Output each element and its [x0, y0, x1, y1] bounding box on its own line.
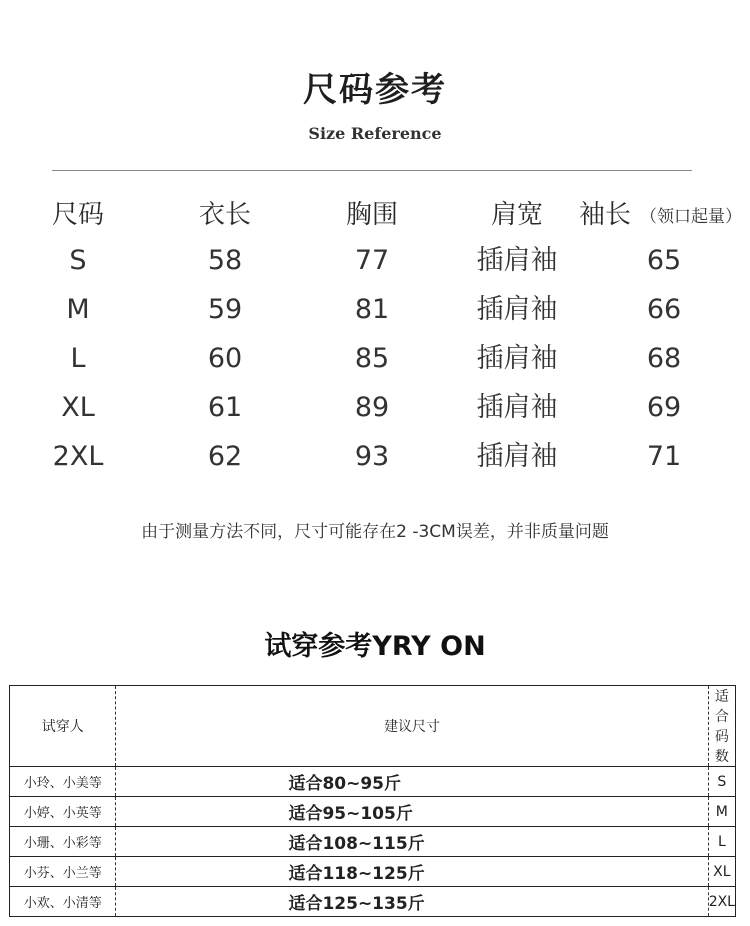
- length-cell: 59: [207, 294, 243, 325]
- sleeve-cell: 71: [646, 441, 682, 472]
- header-length: 衣长: [198, 200, 251, 230]
- size-chart: [0, 195, 750, 486]
- size-cell: L: [70, 343, 86, 374]
- length-cell: 62: [207, 441, 243, 472]
- try-on-table: [9, 685, 736, 917]
- try-on-header-row: [10, 686, 736, 767]
- fit-size-cell: L: [708, 827, 735, 857]
- sleeve-cell: 69: [646, 392, 682, 423]
- shoulder-cell: 插肩袖: [476, 294, 558, 325]
- sleeve-note: （领口起量）: [640, 207, 742, 227]
- size-cell: M: [66, 294, 90, 325]
- length-cell: 61: [207, 392, 243, 423]
- fit-size-cell: S: [708, 767, 735, 797]
- fit-size-cell: XL: [708, 857, 735, 887]
- size-row: [0, 437, 750, 486]
- size-reference-title: 尺码参考: [303, 70, 447, 110]
- size-row: [0, 241, 750, 290]
- size-cell: XL: [61, 392, 95, 423]
- chest-cell: 89: [354, 392, 390, 423]
- weight-cell: 适合118~125斤: [116, 857, 708, 887]
- size-row: [0, 290, 750, 339]
- tester-cell: 小玲、小美等: [10, 767, 116, 797]
- fit-size-cell: 2XL: [708, 887, 735, 917]
- tester-cell: 小珊、小彩等: [10, 827, 116, 857]
- measurement-note: 由于测量方法不同，尺寸可能存在2 -3CM误差，并非质量问题: [141, 522, 609, 542]
- header-suggested-size: 建议尺寸: [116, 686, 708, 767]
- size-row: [0, 388, 750, 437]
- table-row: [10, 887, 736, 917]
- table-row: [10, 767, 736, 797]
- size-cell: S: [69, 245, 87, 276]
- length-cell: 58: [207, 245, 243, 276]
- size-chart-header: [0, 195, 750, 241]
- weight-cell: 适合80~95斤: [116, 767, 708, 797]
- size-reference-subtitle: Size Reference: [308, 124, 442, 143]
- length-cell: 60: [207, 343, 243, 374]
- tester-cell: 小芬、小兰等: [10, 857, 116, 887]
- chest-cell: 93: [354, 441, 390, 472]
- table-row: [10, 857, 736, 887]
- fit-size-cell: M: [708, 797, 735, 827]
- weight-cell: 适合95~105斤: [116, 797, 708, 827]
- tester-cell: 小婷、小英等: [10, 797, 116, 827]
- header-fit-size: 适合码数: [708, 686, 735, 767]
- header-shoulder: 肩宽: [490, 200, 543, 230]
- tester-cell: 小欢、小清等: [10, 887, 116, 917]
- shoulder-cell: 插肩袖: [476, 343, 558, 374]
- try-on-title: 试穿参考YRY ON: [264, 631, 486, 662]
- table-row: [10, 797, 736, 827]
- header-size: 尺码: [51, 200, 104, 230]
- sleeve-cell: 65: [646, 245, 682, 276]
- shoulder-cell: 插肩袖: [476, 245, 558, 276]
- sleeve-cell: 68: [646, 343, 682, 374]
- header-tester: 试穿人: [10, 686, 116, 767]
- chest-cell: 81: [354, 294, 390, 325]
- weight-cell: 适合108~115斤: [116, 827, 708, 857]
- divider-line: [52, 170, 692, 171]
- size-row: [0, 339, 750, 388]
- header-sleeve: 袖长: [578, 200, 631, 230]
- chest-cell: 77: [354, 245, 390, 276]
- table-row: [10, 827, 736, 857]
- sleeve-cell: 66: [646, 294, 682, 325]
- size-cell: 2XL: [52, 441, 104, 472]
- shoulder-cell: 插肩袖: [476, 392, 558, 423]
- chest-cell: 85: [354, 343, 390, 374]
- shoulder-cell: 插肩袖: [476, 441, 558, 472]
- header-chest: 胸围: [345, 200, 398, 230]
- weight-cell: 适合125~135斤: [116, 887, 708, 917]
